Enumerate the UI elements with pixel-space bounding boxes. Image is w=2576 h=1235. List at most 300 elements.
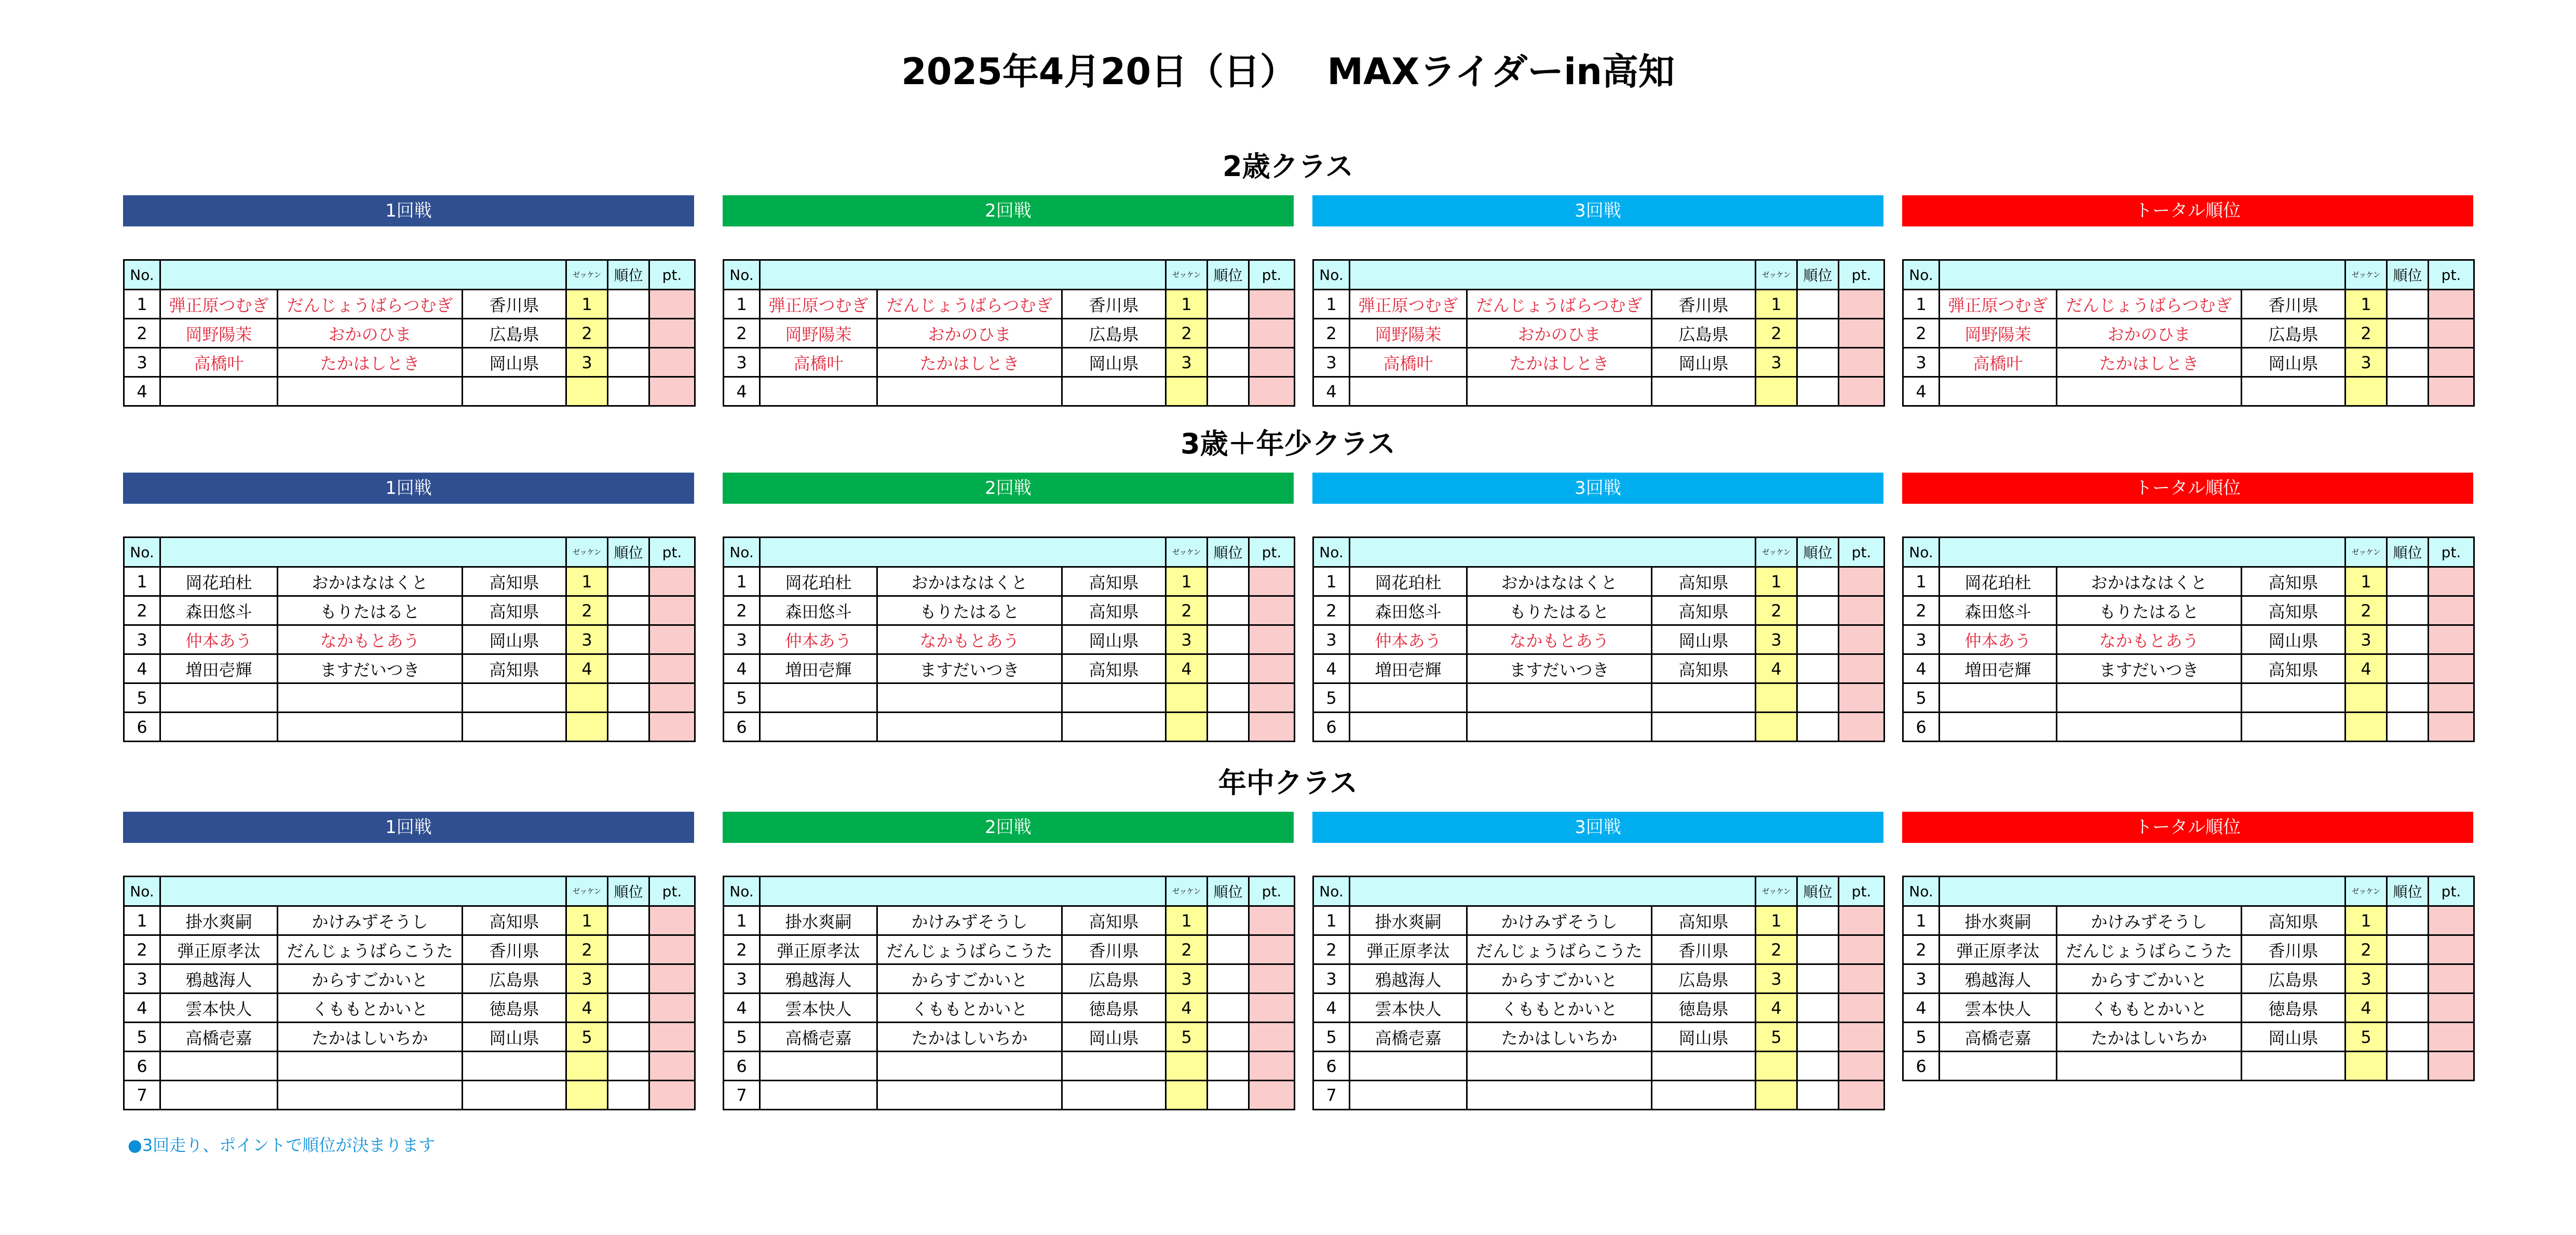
row-number: 1 <box>1313 290 1350 319</box>
bib-number: 2 <box>2345 935 2387 964</box>
racer-kana: なかもとあう <box>278 625 463 654</box>
points-cell <box>2429 654 2474 683</box>
header-name <box>1940 260 2345 290</box>
bib-number <box>1756 1081 1797 1110</box>
row-number: 3 <box>724 625 760 654</box>
rank-cell <box>1208 994 1249 1023</box>
header-rank: 順位 <box>2387 260 2429 290</box>
racer-kana: たかはしいちか <box>1467 1023 1652 1052</box>
table-row <box>1903 683 2474 713</box>
table-row <box>1313 1023 1884 1052</box>
racer-prefecture: 香川県 <box>2242 935 2345 964</box>
row-number: 4 <box>724 377 760 406</box>
points-cell <box>649 906 695 935</box>
round-header: 3回戦 <box>1312 195 1883 226</box>
racer-kana <box>278 1052 463 1081</box>
racer-kana <box>877 1081 1062 1110</box>
racer-kana <box>1467 1081 1652 1110</box>
racer-kana <box>2057 1052 2242 1081</box>
row-number: 1 <box>1903 906 1940 935</box>
points-cell <box>649 567 695 596</box>
racer-name: 掛水爽嗣 <box>760 906 877 935</box>
racer-kana: ますだいつき <box>1467 654 1652 683</box>
points-cell <box>2429 319 2474 348</box>
row-number: 4 <box>724 654 760 683</box>
table-row <box>1903 625 2474 654</box>
round-header: 2回戦 <box>723 812 1294 843</box>
row-number: 4 <box>124 994 160 1023</box>
racer-prefecture: 高知県 <box>1652 567 1756 596</box>
table-row <box>1313 1052 1884 1081</box>
row-number: 5 <box>724 683 760 713</box>
header-no: No. <box>724 877 760 906</box>
rank-cell <box>2387 906 2429 935</box>
racer-prefecture <box>1652 1052 1756 1081</box>
racer-kana <box>1467 713 1652 742</box>
points-cell <box>649 994 695 1023</box>
racer-name <box>160 713 278 742</box>
points-cell <box>2429 290 2474 319</box>
rank-cell <box>2387 994 2429 1023</box>
racer-name <box>760 377 877 406</box>
racer-name <box>1350 377 1467 406</box>
rank-cell <box>608 1023 649 1052</box>
rank-cell <box>608 567 649 596</box>
bib-number: 1 <box>1166 567 1208 596</box>
table-row <box>1313 683 1884 713</box>
row-number: 1 <box>124 906 160 935</box>
row-number: 6 <box>724 713 760 742</box>
points-cell <box>1249 290 1295 319</box>
bib-number: 2 <box>1756 596 1797 625</box>
header-no: No. <box>724 538 760 567</box>
racer-name: 高橋叶 <box>760 348 877 377</box>
header-name <box>1940 538 2345 567</box>
bib-number: 3 <box>566 348 608 377</box>
rank-cell <box>608 994 649 1023</box>
racer-kana: なかもとあう <box>2057 625 2242 654</box>
row-number: 6 <box>1903 1052 1940 1081</box>
bib-number <box>1756 1052 1797 1081</box>
racer-kana <box>1467 377 1652 406</box>
racer-name: 弾正原孝汰 <box>1350 935 1467 964</box>
rank-cell <box>1797 1052 1839 1081</box>
header-rank: 順位 <box>1797 260 1839 290</box>
header-bib: ゼッケン <box>566 538 608 567</box>
results-table <box>123 876 696 1110</box>
bib-number: 3 <box>1166 348 1208 377</box>
racer-kana: からすごかいと <box>278 964 463 994</box>
racer-name: 弾正原孝汰 <box>1940 935 2057 964</box>
points-cell <box>649 713 695 742</box>
round-header: トータル順位 <box>1902 473 2473 504</box>
row-number: 6 <box>724 1052 760 1081</box>
racer-name: 仲本あう <box>760 625 877 654</box>
rank-cell <box>2387 935 2429 964</box>
row-number: 2 <box>1903 935 1940 964</box>
rank-cell <box>1208 348 1249 377</box>
bib-number: 3 <box>566 625 608 654</box>
table-row <box>724 1081 1295 1110</box>
points-cell <box>1839 567 1884 596</box>
racer-prefecture <box>1062 377 1166 406</box>
racer-name <box>1940 377 2057 406</box>
points-cell <box>2429 1052 2474 1081</box>
points-cell <box>649 625 695 654</box>
table-row <box>124 290 695 319</box>
racer-kana: からすごかいと <box>877 964 1062 994</box>
row-number: 2 <box>124 596 160 625</box>
racer-name <box>760 713 877 742</box>
table-row <box>124 994 695 1023</box>
racer-kana: くももとかいと <box>877 994 1062 1023</box>
bib-number: 3 <box>566 964 608 994</box>
racer-kana: だんじょうばらつむぎ <box>278 290 463 319</box>
class-title: 3歳＋年少クラス <box>1181 427 1395 460</box>
racer-name: 森田悠斗 <box>160 596 278 625</box>
racer-prefecture <box>1652 377 1756 406</box>
table-row <box>1903 654 2474 683</box>
racer-prefecture: 岡山県 <box>1062 348 1166 377</box>
racer-prefecture: 高知県 <box>2242 654 2345 683</box>
rank-cell <box>1208 964 1249 994</box>
racer-kana: おかはなはくと <box>1467 567 1652 596</box>
table-row <box>124 713 695 742</box>
bib-number: 2 <box>1756 935 1797 964</box>
table-row <box>1313 319 1884 348</box>
racer-name <box>1940 713 2057 742</box>
points-cell <box>649 348 695 377</box>
racer-kana: からすごかいと <box>2057 964 2242 994</box>
row-number: 1 <box>724 567 760 596</box>
rank-cell <box>1208 377 1249 406</box>
header-bib: ゼッケン <box>2345 260 2387 290</box>
row-number: 5 <box>1903 683 1940 713</box>
bib-number: 2 <box>1166 935 1208 964</box>
racer-kana: もりたはると <box>278 596 463 625</box>
points-cell <box>2429 906 2474 935</box>
row-number: 1 <box>1903 290 1940 319</box>
table-row <box>124 567 695 596</box>
table-row <box>1903 348 2474 377</box>
racer-name: 弾正原つむぎ <box>760 290 877 319</box>
bib-number: 1 <box>1756 567 1797 596</box>
points-cell <box>1839 377 1884 406</box>
racer-name: 鴉越海人 <box>160 964 278 994</box>
racer-name <box>1350 1052 1467 1081</box>
racer-kana <box>278 1081 463 1110</box>
racer-prefecture: 高知県 <box>2242 906 2345 935</box>
racer-kana: たかはしとき <box>2057 348 2242 377</box>
header-no: No. <box>1313 260 1350 290</box>
row-number: 4 <box>124 654 160 683</box>
header-row <box>1903 877 2474 906</box>
row-number: 1 <box>724 290 760 319</box>
bib-number: 5 <box>2345 1023 2387 1052</box>
racer-kana <box>2057 683 2242 713</box>
racer-name <box>1940 1052 2057 1081</box>
points-cell <box>1839 348 1884 377</box>
racer-kana: おかのひま <box>2057 319 2242 348</box>
header-pt: pt. <box>1249 260 1295 290</box>
table-row <box>1313 654 1884 683</box>
racer-name: 掛水爽嗣 <box>160 906 278 935</box>
table-row <box>724 319 1295 348</box>
racer-prefecture <box>463 1081 566 1110</box>
racer-kana: かけみずそうし <box>278 906 463 935</box>
bib-number: 2 <box>566 596 608 625</box>
row-number: 1 <box>1313 906 1350 935</box>
header-name <box>760 260 1166 290</box>
bib-number <box>1166 713 1208 742</box>
row-number: 3 <box>724 964 760 994</box>
points-cell <box>1249 935 1295 964</box>
rank-cell <box>1797 713 1839 742</box>
rank-cell <box>2387 1023 2429 1052</box>
table-row <box>1903 377 2474 406</box>
racer-name: 弾正原孝汰 <box>160 935 278 964</box>
bib-number <box>566 377 608 406</box>
table-row <box>124 348 695 377</box>
header-pt: pt. <box>2429 538 2474 567</box>
table-row <box>724 567 1295 596</box>
rank-cell <box>608 713 649 742</box>
racer-name: 雲本快人 <box>1350 994 1467 1023</box>
rank-cell <box>1208 1052 1249 1081</box>
header-pt: pt. <box>1839 260 1884 290</box>
racer-name: 岡野陽茉 <box>1940 319 2057 348</box>
bib-number <box>2345 1052 2387 1081</box>
rank-cell <box>608 290 649 319</box>
header-no: No. <box>1313 877 1350 906</box>
racer-kana: だんじょうばらこうた <box>877 935 1062 964</box>
bib-number: 4 <box>2345 994 2387 1023</box>
bib-number <box>1756 713 1797 742</box>
bib-number: 3 <box>2345 348 2387 377</box>
racer-prefecture: 岡山県 <box>463 1023 566 1052</box>
table-row <box>124 906 695 935</box>
racer-prefecture: 岡山県 <box>1652 625 1756 654</box>
racer-kana: おかはなはくと <box>877 567 1062 596</box>
row-number: 3 <box>124 964 160 994</box>
bib-number: 2 <box>2345 319 2387 348</box>
rank-cell <box>2387 683 2429 713</box>
bib-number: 1 <box>1756 290 1797 319</box>
bib-number <box>1756 683 1797 713</box>
racer-prefecture: 徳島県 <box>1062 994 1166 1023</box>
results-table <box>1902 259 2475 407</box>
racer-name: 岡野陽茉 <box>160 319 278 348</box>
table-row <box>1313 596 1884 625</box>
header-bib: ゼッケン <box>1166 260 1208 290</box>
racer-kana: たかはしいちか <box>278 1023 463 1052</box>
table-row <box>124 683 695 713</box>
rank-cell <box>608 377 649 406</box>
racer-name: 森田悠斗 <box>1350 596 1467 625</box>
bib-number: 1 <box>2345 906 2387 935</box>
results-table <box>1902 876 2475 1081</box>
header-name <box>160 877 566 906</box>
racer-name <box>760 1052 877 1081</box>
bib-number <box>1756 377 1797 406</box>
table-row <box>1313 935 1884 964</box>
racer-kana: かけみずそうし <box>877 906 1062 935</box>
row-number: 1 <box>124 290 160 319</box>
racer-prefecture: 広島県 <box>463 964 566 994</box>
racer-prefecture: 高知県 <box>1652 654 1756 683</box>
racer-kana <box>1467 683 1652 713</box>
racer-kana: おかのひま <box>278 319 463 348</box>
row-number: 3 <box>1903 625 1940 654</box>
header-rank: 順位 <box>2387 538 2429 567</box>
racer-kana <box>2057 713 2242 742</box>
racer-name: 岡野陽茉 <box>1350 319 1467 348</box>
racer-name: 鴉越海人 <box>760 964 877 994</box>
racer-kana: なかもとあう <box>877 625 1062 654</box>
rank-cell <box>1797 994 1839 1023</box>
bib-number <box>566 713 608 742</box>
racer-prefecture: 香川県 <box>1652 935 1756 964</box>
bib-number: 1 <box>566 290 608 319</box>
bib-number <box>566 683 608 713</box>
results-table <box>723 259 1295 407</box>
racer-kana: たかはしいちか <box>2057 1023 2242 1052</box>
rank-cell <box>608 1052 649 1081</box>
racer-name <box>1940 683 2057 713</box>
round-header: 2回戦 <box>723 473 1294 504</box>
bib-number: 3 <box>2345 964 2387 994</box>
points-cell <box>1839 319 1884 348</box>
rank-cell <box>1208 567 1249 596</box>
row-number: 1 <box>724 906 760 935</box>
points-cell <box>1839 1052 1884 1081</box>
header-name <box>760 538 1166 567</box>
racer-name: 高橋壱嘉 <box>160 1023 278 1052</box>
rank-cell <box>1797 683 1839 713</box>
bib-number: 3 <box>1756 964 1797 994</box>
rank-cell <box>1208 906 1249 935</box>
rank-cell <box>2387 377 2429 406</box>
racer-prefecture: 高知県 <box>463 654 566 683</box>
row-number: 4 <box>1313 377 1350 406</box>
racer-name: 高橋壱嘉 <box>1350 1023 1467 1052</box>
table-row <box>1313 377 1884 406</box>
racer-prefecture <box>1652 683 1756 713</box>
racer-prefecture: 岡山県 <box>1062 1023 1166 1052</box>
points-cell <box>2429 994 2474 1023</box>
rank-cell <box>608 596 649 625</box>
bib-number: 5 <box>1756 1023 1797 1052</box>
racer-name: 岡花珀杜 <box>1350 567 1467 596</box>
row-number: 7 <box>124 1081 160 1110</box>
racer-kana: おかはなはくと <box>2057 567 2242 596</box>
racer-name: 岡花珀杜 <box>1940 567 2057 596</box>
racer-kana: だんじょうばらこうた <box>278 935 463 964</box>
table-row <box>124 1023 695 1052</box>
racer-kana <box>1467 1052 1652 1081</box>
class-title: 2歳クラス <box>1223 150 1353 183</box>
racer-kana: だんじょうばらつむぎ <box>1467 290 1652 319</box>
racer-kana <box>877 683 1062 713</box>
row-number: 2 <box>1903 596 1940 625</box>
row-number: 5 <box>124 1023 160 1052</box>
header-no: No. <box>124 538 160 567</box>
bib-number: 2 <box>566 319 608 348</box>
racer-prefecture: 香川県 <box>1062 935 1166 964</box>
rank-cell <box>608 964 649 994</box>
rank-cell <box>2387 713 2429 742</box>
racer-prefecture <box>2242 713 2345 742</box>
racer-kana: おかはなはくと <box>278 567 463 596</box>
points-cell <box>2429 567 2474 596</box>
row-number: 2 <box>724 319 760 348</box>
racer-prefecture: 徳島県 <box>2242 994 2345 1023</box>
racer-name: 仲本あう <box>160 625 278 654</box>
points-cell <box>649 319 695 348</box>
points-cell <box>1249 713 1295 742</box>
bib-number <box>1166 1052 1208 1081</box>
rank-cell <box>2387 348 2429 377</box>
row-number: 5 <box>1313 683 1350 713</box>
header-rank: 順位 <box>1208 877 1249 906</box>
header-name <box>1350 260 1756 290</box>
racer-prefecture <box>1652 713 1756 742</box>
points-cell <box>2429 935 2474 964</box>
racer-prefecture: 高知県 <box>1062 654 1166 683</box>
table-row <box>124 625 695 654</box>
table-row <box>724 906 1295 935</box>
row-number: 3 <box>1903 964 1940 994</box>
racer-prefecture: 岡山県 <box>463 348 566 377</box>
header-name <box>1940 877 2345 906</box>
rank-cell <box>1797 1023 1839 1052</box>
points-cell <box>1839 713 1884 742</box>
racer-name <box>160 1081 278 1110</box>
header-name <box>160 260 566 290</box>
bib-number <box>2345 713 2387 742</box>
header-pt: pt. <box>2429 260 2474 290</box>
racer-name: 掛水爽嗣 <box>1350 906 1467 935</box>
rank-cell <box>2387 319 2429 348</box>
row-number: 6 <box>1313 713 1350 742</box>
racer-kana: ますだいつき <box>2057 654 2242 683</box>
row-number: 5 <box>1903 1023 1940 1052</box>
bib-number: 3 <box>2345 625 2387 654</box>
bib-number: 4 <box>1756 994 1797 1023</box>
table-row <box>124 377 695 406</box>
racer-prefecture: 広島県 <box>1062 964 1166 994</box>
racer-name: 雲本快人 <box>1940 994 2057 1023</box>
points-cell <box>2429 683 2474 713</box>
racer-prefecture <box>1062 1052 1166 1081</box>
results-table <box>1312 876 1885 1110</box>
row-number: 5 <box>124 683 160 713</box>
header-pt: pt. <box>649 260 695 290</box>
bib-number: 1 <box>1166 906 1208 935</box>
bib-number: 2 <box>1166 319 1208 348</box>
bib-number: 1 <box>566 567 608 596</box>
header-no: No. <box>124 260 160 290</box>
table-row <box>124 935 695 964</box>
racer-prefecture <box>1062 1081 1166 1110</box>
racer-kana: たかはしとき <box>278 348 463 377</box>
racer-prefecture: 高知県 <box>2242 567 2345 596</box>
racer-prefecture: 高知県 <box>1652 596 1756 625</box>
points-cell <box>2429 964 2474 994</box>
row-number: 2 <box>1903 319 1940 348</box>
rank-cell <box>1797 290 1839 319</box>
header-no: No. <box>1903 538 1940 567</box>
